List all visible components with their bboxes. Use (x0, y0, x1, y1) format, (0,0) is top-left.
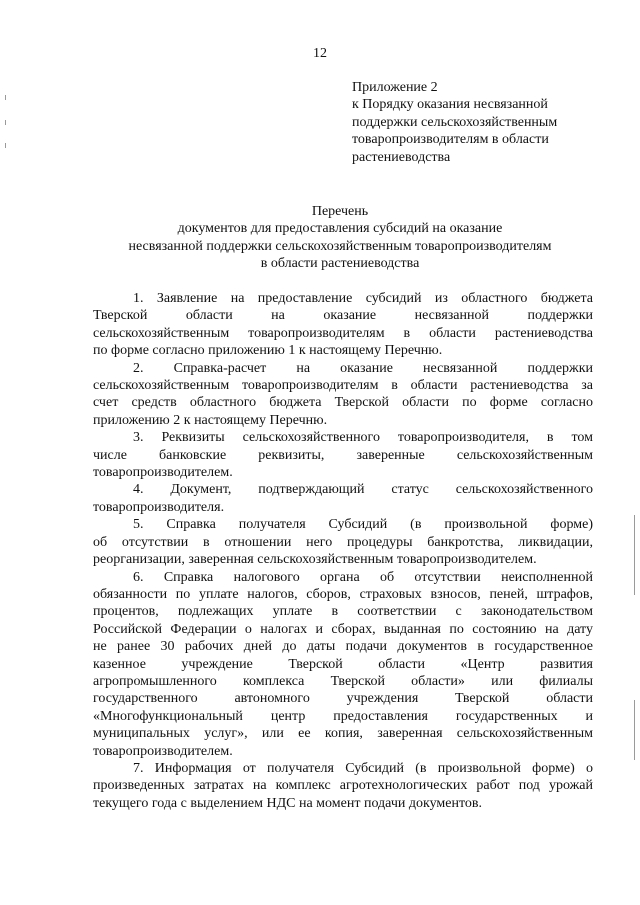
list-item-line: Российской Федерации о налогах и сборах, выданная по состоянию на дату (93, 621, 593, 637)
scan-mark (5, 95, 6, 100)
list-item-1 (93, 290, 593, 360)
list-item-3 (93, 429, 593, 481)
title-line: документов для предоставления субсидий на оказание (177, 221, 503, 237)
title-line: Перечень (311, 204, 369, 219)
list-item-line: товаропроизводителем. (93, 465, 233, 481)
list-item-line: счет средств областного бюджета Тверской области по форме согласно (93, 395, 593, 411)
list-item-line: текущего года с выделением НДС на момент подачи документов. (93, 795, 483, 811)
list-item-line: об отсутствии в отношении него процедуры банкротства, ликвидации, (93, 534, 593, 550)
list-item-line: товаропроизводителя. (93, 499, 225, 515)
list-item-line: числе банковские реквизиты, заверенные сельскохозяйственным (93, 447, 593, 463)
list-item-4 (93, 481, 593, 516)
title-line: в области растениеводства (260, 256, 420, 272)
document-title (60, 203, 620, 273)
list-item-line: казенное учреждение Тверской области «Центр развития (93, 656, 593, 672)
appendix-line: растениеводства (352, 149, 451, 165)
list-item-line: сельскохозяйственным товаропроизводителям в области растениеводства за (93, 378, 593, 394)
list-item-line: 3. Реквизиты сельскохозяйственного товаропроизводителя, в том (133, 430, 593, 446)
document-list (93, 290, 593, 812)
list-item-line: обязанности по уплате налогов, сборов, страховых взносов, пеней, штрафов, (93, 586, 593, 602)
list-item-line: 6. Справка налогового органа об отсутствии неисполненной (133, 569, 593, 585)
list-item-line: муниципальных услуг», или ее копия, заверенная сельскохозяйственным (93, 726, 593, 742)
list-item-line: «Многофункциональный центр предоставления государственных и (93, 708, 593, 724)
list-item-5 (93, 516, 593, 568)
list-item-line: 5. Справка получателя Субсидий (в произвольной форме) (133, 517, 593, 533)
scan-mark (5, 143, 6, 148)
list-item-line: агропромышленного комплекса Тверской области» или филиалы (93, 673, 593, 689)
list-item-line: приложению 2 к настоящему Перечню. (93, 412, 328, 428)
page-number: 12 (313, 46, 327, 61)
list-item-line: произведенных затратах на комплекс агротехнологических работ под урожай (93, 778, 593, 794)
list-item-line: сельскохозяйственным товаропроизводителям в области растениеводства (93, 325, 593, 341)
list-item-line: 7. Информация от получателя Субсидий (в произвольной форме) о (133, 760, 593, 776)
scan-mark (634, 700, 635, 760)
appendix-line: Приложение 2 (352, 80, 438, 95)
list-item-line: товаропроизводителем. (93, 743, 233, 759)
list-item-7 (93, 760, 593, 812)
list-item-line: не ранее 30 рабочих дней до даты подачи документов в государственное (93, 639, 593, 655)
list-item-line: 1. Заявление на предоставление субсидий из областного бюджета (133, 291, 593, 306)
list-item-line: процентов, подлежащих уплате в соответствии с законодательством (93, 604, 593, 620)
list-item-line: государственного автономного учреждения Тверской области (93, 691, 593, 707)
appendix-line: поддержки сельскохозяйственным (352, 114, 558, 130)
appendix-line: к Порядку оказания несвязанной (352, 97, 548, 113)
list-item-line: по форме согласно приложению 1 к настоящему Перечню. (93, 343, 443, 359)
scan-mark (634, 515, 635, 595)
list-item-line: 2. Справка-расчет на оказание несвязанной поддержки (133, 360, 593, 376)
list-item-line: реорганизации, заверенная сельскохозяйственным товаропроизводителем. (93, 552, 537, 568)
list-item-line: 4. Документ, подтверждающий статус сельскохозяйственного (133, 482, 593, 498)
title-line: несвязанной поддержки сельскохозяйственным товаропроизводителям (128, 238, 552, 254)
list-item-2 (93, 360, 593, 430)
appendix-line: товаропроизводителям в области (352, 132, 549, 148)
scan-mark (5, 120, 6, 125)
list-item-line: Тверской области на оказание несвязанной поддержки (93, 308, 593, 324)
appendix-header (352, 79, 612, 166)
list-item-6 (93, 569, 593, 760)
